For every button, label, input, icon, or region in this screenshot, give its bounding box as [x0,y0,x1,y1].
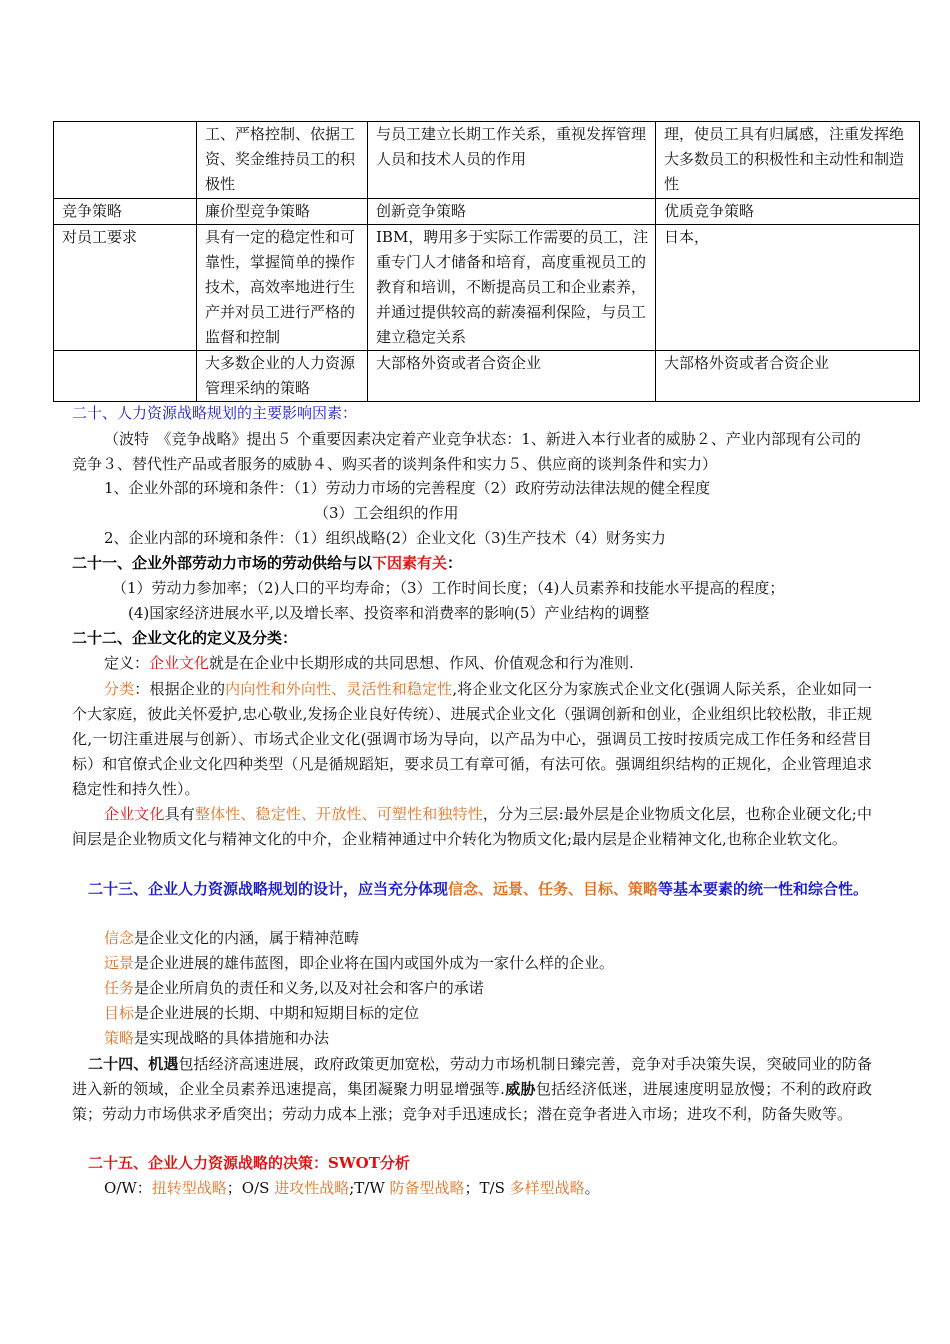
item-text: 是企业进展的长期、中期和短期目标的定位 [134,1004,420,1022]
table-cell: 廉价型竞争策略 [197,199,368,225]
heading-text: 二十一、企业外部劳动力市场的劳动供给与以 [72,554,373,572]
definition-text: 就是在企业中长期形成的共同思想、作风、价值观念和行为准则. [209,654,634,672]
definition-label: 定义： [104,654,150,672]
table-cell: 与员工建立长期工作关系，重视发挥管理人员和技术人员的作用 [368,122,656,199]
section-20-external-3: （3）工会组织的作用 [314,504,459,522]
table-cell [54,122,197,199]
section-22-heading: 二十二、企业文化的定义及分类： [72,629,298,647]
table-cell: 竞争策略 [54,199,197,225]
table-row [54,351,920,402]
item-text: 是企业文化的内涵，属于精神范畴 [134,929,360,947]
heading-highlight: 下因素有关 [372,554,448,572]
section-23-item [104,927,359,948]
table-cell: 对员工要求 [54,225,197,351]
os-label: ；O/S [226,1179,275,1197]
section-23-item [104,1002,419,1023]
features-list: 整体性、稳定性、开放性、可塑性和独特性 [194,805,483,823]
table-cell: 大部格外资或者合资企业 [656,351,920,402]
threat-text: 包括经济低迷，进展速度明显放慢；不利的政府政策；劳动力市场供求矛盾突出；劳动力成本上涨；竞争对手迅速成长；潜在竞争者进入市场；进攻不利，防备失败等。 [72,1080,872,1123]
ts-strategy: 多样型战略 [509,1179,585,1197]
table-cell: 工、严格控制、依据工资、奖金维持员工的积极性 [197,122,368,199]
table-cell: 日本， [656,225,920,351]
section-25-heading: 二十五、企业人力资源战略的决策：SWOT分析 [88,1154,410,1172]
section-23-item [104,952,614,973]
section-20-internal: 2、企业内部的环境和条件：（1）组织战略(2）企业文化（3)生产技术（4）财务实力 [104,529,666,547]
ow-strategy: 扭转型战略 [151,1179,227,1197]
item-term: 策略 [104,1029,135,1047]
section-23-item [104,1027,329,1048]
table-row [54,199,920,225]
classification-text-b: ,将企业文化区分为家族式企业文化(强调人际关系，企业如同一个大家庭，彼此关怀爱护,忠心敬业,发扬企业良好传统）、进展式企业文化（强调创新和创业，企业组织比较松散，非正规化,一切注重进展与创新）、市场式企业文化(强调市场为导向，以产品为中心，强调员工按时按质完成工作任务和经营目标）和官僚式企业文化四种类型（凡是循规蹈矩，要求员工有章可循，有法可依。强调组织结构的正规化，企业管理追求稳定性和持久性）。 [72,680,872,798]
classification-text-a: ：根据企业的 [134,680,226,698]
section-20-intro: （波特 《竞争战略》提出５ 个重要因素决定着产业竞争状态：1、新进入本行业者的威胁２、产业内部现有公司的竞争３、替代性产品或者服务的威胁４、购买者的谈判条件和实力５、供应商的谈判条件和实力） [72,430,861,473]
table-row [54,225,920,351]
table-cell: 优质竞争策略 [656,199,920,225]
tw-label: ;T/W [349,1179,390,1197]
table-cell: 大多数企业的人力资源管理采纳的策略 [197,351,368,402]
tw-strategy: 防备型战略 [389,1179,465,1197]
threat-label: 威胁 [504,1080,536,1098]
section-20-heading: 二十、人力资源战略规划的主要影响因素： [72,404,358,422]
definition-term: 企业文化 [149,654,210,672]
item-term: 任务 [104,979,135,997]
ow-label: O/W： [104,1179,152,1197]
heading-text-end: 等基本要素的统一性和综合性。 [658,880,869,898]
heading-text: 二十三、企业人力资源战略规划的设计，应当充分体现 [88,880,449,898]
section-24-paragraph [72,1052,872,1127]
end-mark: 。 [584,1179,600,1197]
section-21-factors-1: （1）劳动力参加率；（2)人口的平均寿命；（3）工作时间长度；（4)人员素养和技能水平提高的程度； [112,579,785,597]
table-cell [54,351,197,402]
section-20-external: 1、企业外部的环境和条件：（1）劳动力市场的完善程度（2）政府劳动法律法规的健全程度 [104,479,711,497]
classification-label: 分类 [104,680,135,698]
section-25-strategies [104,1177,600,1198]
item-text: 是实现战略的具体措施和办法 [134,1029,330,1047]
heading-colon: ： [447,554,463,572]
table-cell: 创新竞争策略 [368,199,656,225]
section-21-factors-2: (4)国家经济进展水平,以及增长率、投资率和消费率的影响(5）产业结构的调整 [128,604,650,622]
section-23-heading [72,877,872,902]
features-text-a: 具有 [164,805,195,823]
opportunity-text: 包括经济高速进展，政府政策更加宽松，劳动力市场机制日臻完善，竞争对手决策失误，突破同业的防备进入新的领域，企业全员素养迅速提高，集团凝聚力明显增强等. [72,1055,872,1098]
heading-highlight: 信念、远景、任务、目标、策略 [448,880,659,898]
section-22-features [72,802,872,852]
section-22-classification [72,677,872,802]
table-cell: 大部格外资或者合资企业 [368,351,656,402]
section-23-item [104,977,484,998]
item-text: 是企业所肩负的责任和义务,以及对社会和客户的承诺 [134,979,484,997]
item-text: 是企业进展的雄伟蓝图，即企业将在国内或国外成为一家什么样的企业。 [134,954,615,972]
section-21-heading [72,552,462,573]
features-text-b: ，分为三层:最外层是企业物质文化层，也称企业硬文化;中间层是企业物质文化与精神文化的中介，企业精神通过中介转化为物质文化;最内层是企业精神文化,也称企业软文化。 [72,805,872,848]
section-24-heading: 二十四、机遇 [88,1055,179,1073]
table-row [54,122,920,199]
strategy-table [53,121,920,402]
ts-label: ；T/S [464,1179,510,1197]
item-term: 远景 [104,954,135,972]
table-cell: 具有一定的稳定性和可靠性，掌握简单的操作技术，高效率地进行生产并对员工进行严格的监督和控制 [197,225,368,351]
classification-term: 内向性和外向性、灵活性和稳定性 [225,680,453,698]
table-cell: IBM，聘用多于实际工作需要的员工，注重专门人才储备和培育，高度重视员工的教育和培训，不断提高员工和企业素养，并通过提供较高的薪凑福利保险，与员工建立稳定关系 [368,225,656,351]
item-term: 目标 [104,1004,135,1022]
section-22-definition [104,652,634,673]
table-cell: 理，使员工具有归属感，注重发挥绝大多数员工的积极性和主动性和制造性 [656,122,920,199]
features-term: 企业文化 [104,805,165,823]
os-strategy: 进攻性战略 [274,1179,350,1197]
item-term: 信念 [104,929,135,947]
